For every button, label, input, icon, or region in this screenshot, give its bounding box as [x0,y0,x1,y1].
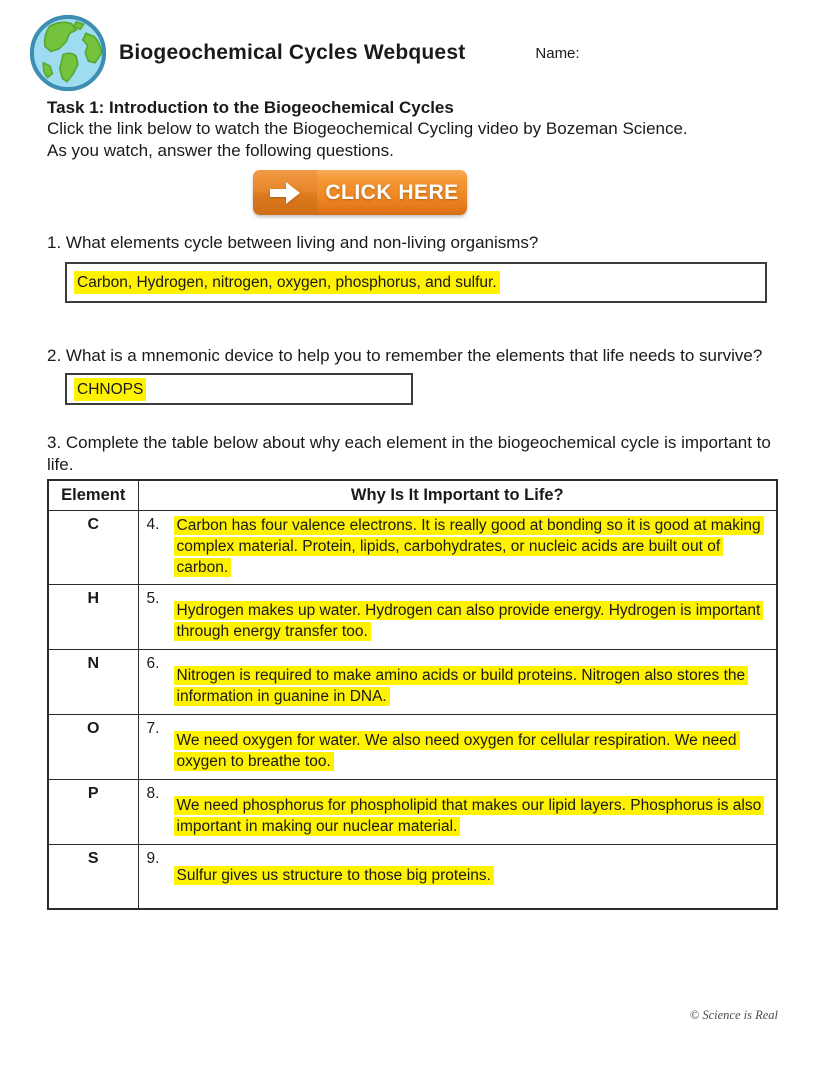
answer-7-highlighted: We need oxygen for water. We also need oxygen for cellular respiration. We need oxygen to breathe too. [174,731,740,771]
click-here-button[interactable] [253,170,467,215]
question-1: 1. What elements cycle between living and non-living organisms? [47,233,539,252]
answer-cell [138,780,777,845]
column-header-importance: Why Is It Important to Life? [138,480,777,511]
question-2: 2. What is a mnemonic device to help you to remember the elements that life needs to survive? [47,345,763,365]
table-row-oxygen [48,715,777,780]
answer-cell [138,585,777,650]
element-symbol: P [48,780,138,845]
answer-8-highlighted: We need phosphorus for phospholipid that makes our lipid layers. Phosphorus is also important in making our nuclear material. [174,796,765,836]
answer-number: 4. [146,516,160,533]
element-symbol: C [48,511,138,585]
earth-globe-icon [27,12,109,94]
table-row-nitrogen [48,650,777,715]
click-here-button-wrap [253,170,778,215]
task1-heading: Task 1: Introduction to the Biogeochemical Cycles [47,98,454,117]
answer-cell [138,845,777,909]
arrow-right-icon [253,170,317,215]
page-title: Biogeochemical Cycles Webquest [119,41,466,64]
answer-number: 6. [146,655,160,672]
answer-box-1 [65,262,767,303]
click-here-label: CLICK HERE [317,170,467,215]
element-symbol: H [48,585,138,650]
answer-4-highlighted: Carbon has four valence electrons. It is really good at bonding so it is good at making complex material. Protein, lipids, carbohydrates, or nucleic acids are built out of carbon. [174,516,764,577]
table-header-row [48,480,777,511]
elements-table [47,479,778,910]
table-row-hydrogen [48,585,777,650]
element-symbol: S [48,845,138,909]
answer-cell [138,650,777,715]
answer-5-highlighted: Hydrogen makes up water. Hydrogen can also provide energy. Hydrogen is important through energy transfer too. [174,601,764,641]
name-label: Name: [535,44,580,62]
table-row-carbon [48,511,777,585]
answer-9-highlighted: Sulfur gives us structure to those big proteins. [174,866,494,885]
task1-instructions-line2: As you watch, answer the following questions. [47,140,394,160]
answer-number: 5. [146,590,160,607]
element-symbol: O [48,715,138,780]
table-row-phosphorus [48,780,777,845]
question-3: 3. Complete the table below about why each element in the biogeochemical cycle is important to life. [47,433,771,474]
header [27,12,778,94]
answer-cell [138,715,777,780]
table-row-sulfur [48,845,777,909]
answer-cell [138,511,777,585]
answer-1-highlighted: Carbon, Hydrogen, nitrogen, oxygen, phosphorus, and sulfur. [74,271,500,294]
answer-number: 8. [146,785,160,802]
element-symbol: N [48,650,138,715]
task1-instructions-line1: Click the link below to watch the Biogeochemical Cycling video by Bozeman Science. [47,119,688,138]
answer-6-highlighted: Nitrogen is required to make amino acids or build proteins. Nitrogen also stores the information in guanine in DNA. [174,666,749,706]
answer-number: 9. [146,850,160,867]
answer-box-2 [65,373,413,405]
copyright-credit: © Science is Real [689,1008,778,1022]
answer-number: 7. [146,720,160,737]
answer-2-highlighted: CHNOPS [74,378,146,401]
column-header-element: Element [48,480,138,511]
